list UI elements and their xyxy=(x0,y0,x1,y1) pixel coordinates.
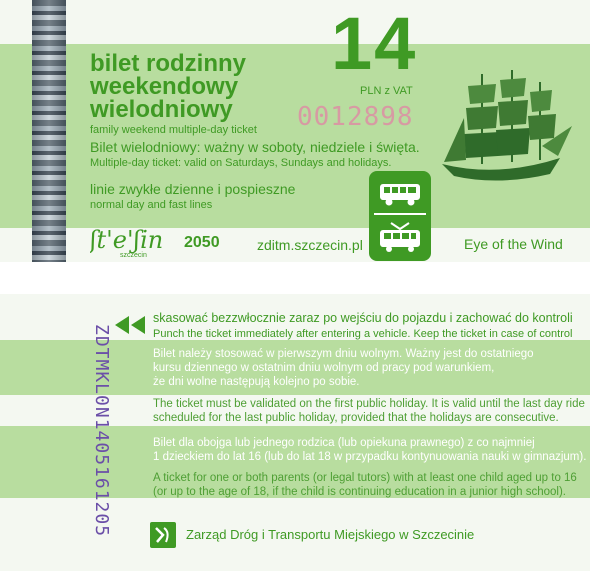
ship-icon xyxy=(438,66,578,190)
title-line-2: weekendowy xyxy=(90,73,239,100)
validity-english: Multiple-day ticket: valid on Saturdays, Sundays and holidays. xyxy=(90,157,392,169)
rule-polish-line-1: Bilet należy stosować w pierwszym dniu wolnym. Ważny jest do ostatniego xyxy=(153,348,534,360)
family-polish-line-2: 1 dzieckiem do lat 16 (lub do lat 18 w przypadku kontynuowania nauki w gimnazjum). xyxy=(153,451,587,463)
title-english: family weekend multiple-day ticket xyxy=(90,124,257,136)
icon-divider xyxy=(374,213,426,215)
website-link: zditm.szczecin.pl xyxy=(257,237,363,253)
rule-english-line-1: The ticket must be validated on the first public holiday. It is valid until the last day ride xyxy=(153,398,585,410)
vehicle-icons-box xyxy=(369,171,431,261)
title-line-3: wielodniowy xyxy=(90,96,233,123)
ship-name: Eye of the Wind xyxy=(464,236,563,252)
punch-instruction-english: Punch the ticket immediately after entering a vehicle. Keep the ticket in case of control xyxy=(153,328,573,340)
family-english-line-1: A ticket for one or both parents (or legal tutors) with at least one child aged up to 16 xyxy=(153,472,577,484)
back-arrows-icon xyxy=(113,314,147,336)
logo-year: 2050 xyxy=(184,234,220,251)
bus-icon xyxy=(378,179,422,209)
family-english-line-2: (or up to the age of 18, if the child is continuing education in a junior high school). xyxy=(153,486,566,498)
back-serial-container xyxy=(62,324,112,570)
ticket-back xyxy=(0,294,590,571)
family-polish xyxy=(153,436,586,464)
back-serial: ZDTMKL0N1405161205 xyxy=(91,324,112,538)
family-english xyxy=(153,471,577,499)
lines-english: normal day and fast lines xyxy=(90,199,213,211)
rule-english-line-2: scheduled for the last public holiday, provided that the holidays are consecutive. xyxy=(153,412,559,424)
issuer-name: Zarząd Dróg i Transportu Miejskiego w Szczecinie xyxy=(186,527,475,542)
logo-city: szczecin xyxy=(120,252,147,259)
punch-instruction-polish: skasować bezzwłocznie zaraz po wejściu do pojazdu i zachować do kontroli xyxy=(153,311,573,325)
price-currency: PLN z VAT xyxy=(360,85,413,97)
family-polish-line-1: Bilet dla obojga lub jednego rodzica (lub opiekuna prawnego) z co najmniej xyxy=(153,437,535,449)
rule-polish xyxy=(153,347,534,389)
svg-text:ʃt'e'ʃin: ʃt'e'ʃin xyxy=(90,226,164,254)
tram-icon xyxy=(377,221,423,255)
title-line-1: bilet rodzinny xyxy=(90,50,246,77)
ticket-title xyxy=(90,52,246,121)
ticket-serial: 0012898 xyxy=(297,102,414,132)
rule-polish-line-3: że dni wolne następują kolejno po sobie. xyxy=(153,376,360,388)
price-value: 14 xyxy=(331,2,418,85)
lines-polish: linie zwykłe dzienne i pospieszne xyxy=(90,181,296,197)
rule-polish-line-2: kursu dziennego w ostatnim dniu wolnym od pracy pod warunkiem, xyxy=(153,362,495,374)
szczecin-logo xyxy=(90,226,250,260)
validity-polish: Bilet wielodniowy: ważny w soboty, niedziele i święta. xyxy=(90,139,420,155)
rule-english xyxy=(153,397,585,425)
ticket-front xyxy=(0,0,590,262)
hologram-strip xyxy=(32,0,66,262)
zditm-logo-icon xyxy=(150,522,176,548)
